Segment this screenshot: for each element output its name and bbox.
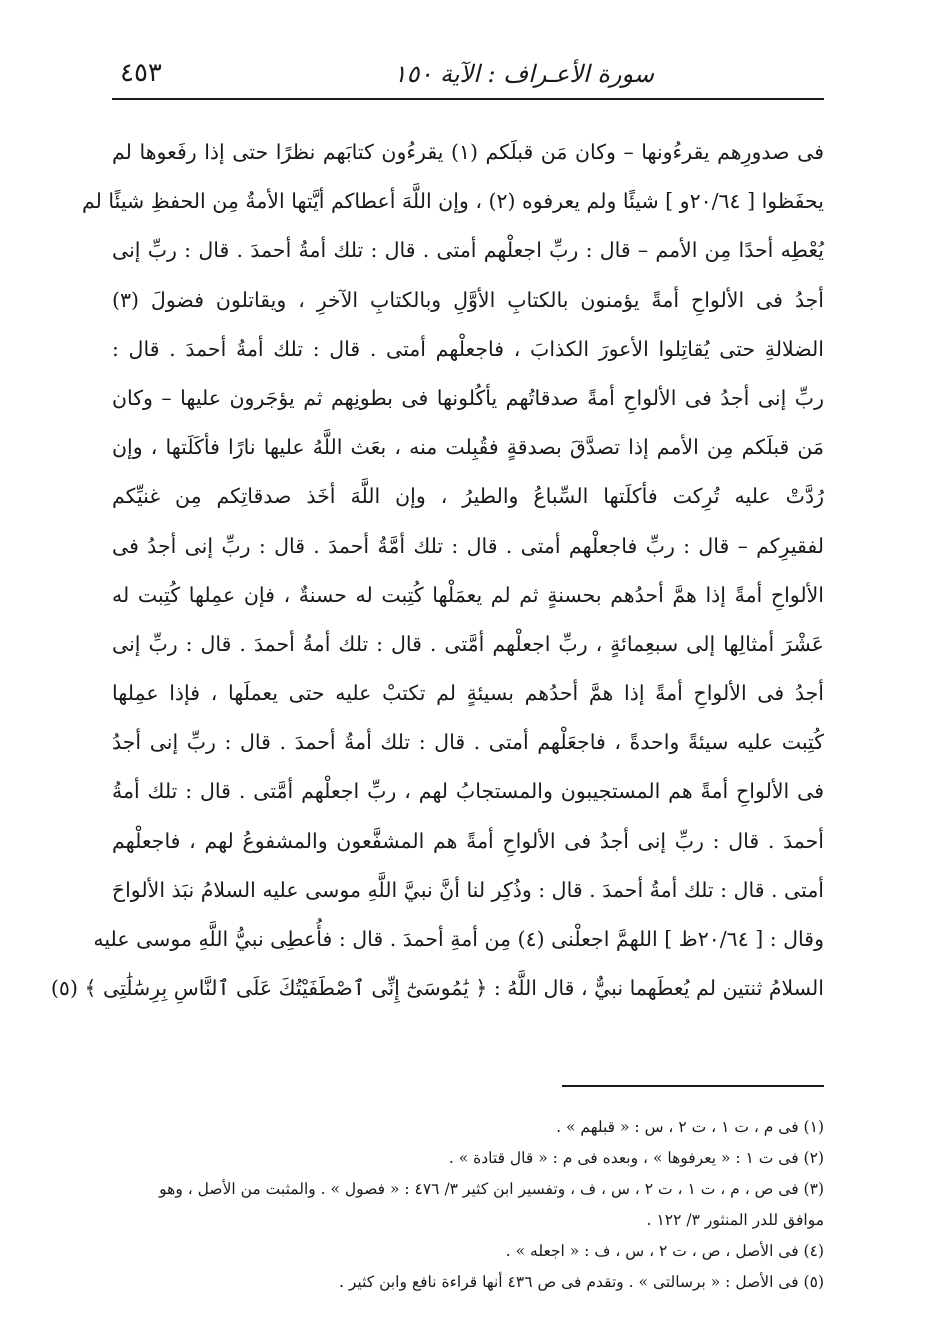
footnote: (٣) فى ص ، م ، ت ١ ، ت ٢ ، س ، ف ، وتفسير ابن كثير ٣/ ٤٧٦ : « فصول » . والمثبت من الأصل ، وهو: [159, 1180, 824, 1198]
running-title: سورة الأعـراف : الآية ١٥٠: [393, 60, 654, 88]
text-line: السلامُ ثنتين لم يُعطَهما نبيٌّ ، قال اللَّهُ : ﴿ يَٰمُوسَىٰٓ إِنِّى ٱصْطَفَيْتُكَ عَلَى ٱلنَّاسِ بِرِسَٰلَٰتِى ﴾ (٥): [50, 976, 824, 1001]
footnote: (٤) فى الأصل ، ص ، ت ٢ ، س ، ف : « اجعله » .: [505, 1242, 824, 1260]
page-number: ٤٥٣: [120, 58, 162, 88]
text-line: وقال : [ ٢٠/٦٤ظ ] اللهمَّ اجعلْنى (٤) مِن أمةِ أحمدَ . قال : فأُعطِى نبيُّ اللَّهِ موسى عليه: [93, 927, 824, 951]
text-line: يُعْطِه أحدًا مِن الأمم – قال : ربِّ اجعلْهم أمتى . قال : تلك أمةُ أحمدَ . قال : ربِّ إنى: [112, 238, 824, 263]
page-header: [112, 56, 824, 100]
text-line: يحفَظوا [ ٢٠/٦٤و ] شيئًا ولم يعرفوه (٢) ، وإن اللَّهَ أعطاكم أيَّتها الأمةُ مِن الحفظِ شيئًا لم: [82, 189, 824, 214]
text-line: فى صدورِهم يقرءُونها – وكان مَن قبلَكم (١) يقرءُون كتابَهم نظرًا حتى إذا رفَعوها لم: [112, 140, 824, 164]
text-line: عَشْرَ أمثالِها إلى سبعِمائةٍ ، ربِّ اجعلْهم أمَّتى . قال : تلك أمةُ أحمدَ . قال : ربِّ إنى: [112, 631, 824, 656]
text-line: لفقيرِكم – قال : ربِّ فاجعلْهم أمتى . قال : تلك أمَّةُ أحمدَ . قال : ربِّ إنى أجدُ فى: [112, 533, 824, 558]
text-line: أجدُ فى الألواحِ أمةً يؤمنون بالكتابِ الأوَّلِ وبالكتابِ الآخرِ ، ويقاتلون فضولَ (٣): [112, 287, 824, 312]
text-line: أجدُ فى الألواحِ أمةً إذا همَّ أحدُهم بسيئةٍ لم تكتبْ عليه حتى يعملَها ، فإذا عمِلها: [112, 681, 824, 706]
text-line: أحمدَ . قال : ربِّ إنى أجدُ فى الألواحِ أمةً هم المشفَّعون والمشفوعُ لهم ، فاجعلْهم: [112, 828, 824, 853]
text-line: الألواحِ أمةً إذا همَّ أحدُهم بحسنةٍ ثم لم يعمَلْها كُتِبت له حسنةٌ ، فإن عمِلها كُتِبت له: [112, 582, 824, 607]
text-line: كُتِبت عليه سيئةً واحدةً ، فاجعَلْهم أمتى . قال : تلك أمةُ أحمدَ . قال : ربِّ إنى أجدُ: [112, 730, 824, 755]
footnotes: [112, 1112, 824, 1298]
header-rule: [112, 98, 824, 100]
text-line: ربِّ إنى أجدُ فى الألواحِ أمةً صدقاتُهم يأكُلونها فى بطونِهم ثم يؤجَرون عليها – وكان: [112, 385, 824, 410]
footnote-continuation: موافق للدر المنثور ٣/ ١٢٢ .: [646, 1211, 824, 1229]
footnote-separator: [562, 1085, 824, 1087]
text-line: رُدَّتْ عليه تُرِكت فأكلَتها السِّباعُ والطيرُ ، وإن اللَّهَ أخَذ صدقاتِكم مِن غنيِّكم: [112, 484, 824, 509]
text-line: أمتى . قال : تلك أمةُ أحمدَ . قال : وذُكِر لنا أنَّ نبيَّ اللَّهِ موسى عليه السلامُ نبَذ الألواحَ: [111, 877, 824, 902]
footnote: (٢) فى ت ١ : « يعرفوها » ، وبعده فى م : « قال قتادة » .: [448, 1149, 824, 1167]
main-text: [50, 128, 824, 1013]
text-line: مَن قبلَكم مِن الأمم إذا تصدَّقَ بصدقةٍ فقُبِلت منه ، بعَث اللَّهُ عليها نارًا فأكَلَتها ، وإن: [112, 435, 824, 460]
text-line: فى الألواحِ أمةً هم المستجيبون والمستجابُ لهم ، ربِّ اجعلْهم أمَّتى . قال : تلك أمةُ: [112, 779, 824, 804]
footnote: (١) فى م ، ت ١ ، ت ٢ ، س : « قبلهم » .: [556, 1118, 824, 1136]
text-line: الضلالةِ حتى يُقاتِلوا الأعورَ الكذابَ ، فاجعلْهم أمتى . قال : تلك أمةُ أحمدَ . قال :: [112, 336, 824, 361]
footnote: (٥) فى الأصل : « برسالتى » . وتقدم فى ص ٤٣٦ أنها قراءة نافع وابن كثير .: [339, 1273, 824, 1291]
